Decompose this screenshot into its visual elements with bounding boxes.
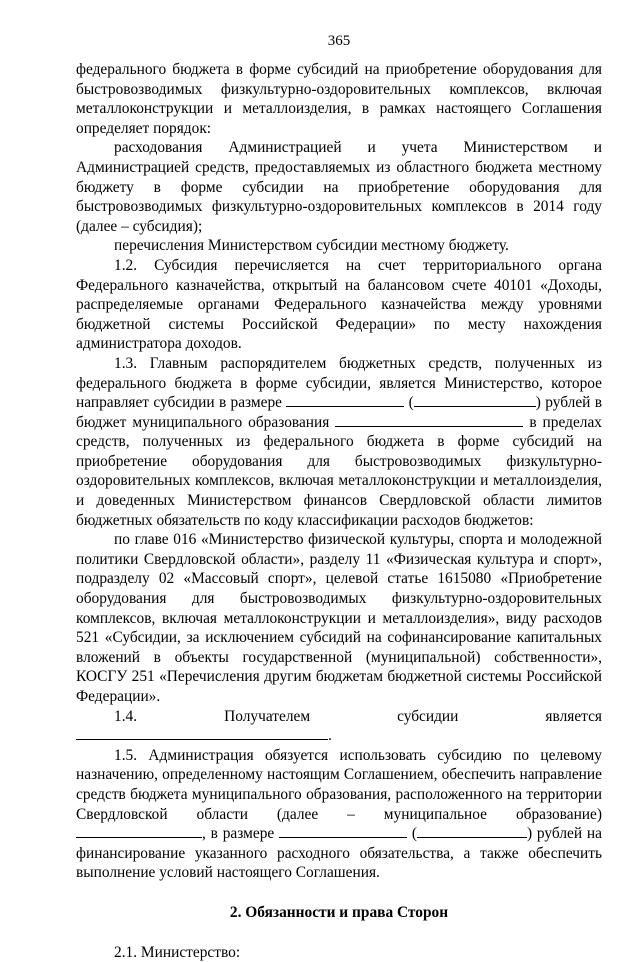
- clause-1-5-part4: ) рублей на финансирование указанного расходного обязательства, а также обеспечить выполнение условий настоящего Соглашения.: [76, 825, 602, 882]
- amount-blank: [286, 393, 404, 407]
- clause-1-5-part2: , в размере: [202, 825, 275, 843]
- clause-1-3-part4: в пределах средств, полученных из федерального бюджета в форме субсидий на приобретение оборудования для быстровозводимых физкультурно-оздоровительных комплексов, включая металлоконструкции и металлоизделия, и доведенных Министерством финансов Свердловской области лимитов бюджетных обязательств по коду классификации расходов бюджетов:: [76, 413, 602, 529]
- section-spacer: [76, 923, 602, 943]
- clause-1-5: [76, 746, 602, 883]
- municipality-blank: [335, 413, 523, 427]
- section-2-title: 2. Обязанности и права Сторон: [229, 903, 449, 921]
- budget-classification: по главе 016 «Министерство физической культуры, спорта и молодежной политики Свердловской области», разделу 11 «Физическая культура и спорт», подразделу 02 «Массовый спорт», целевой статье 1615080 «Приобретение оборудования для быстровозводимых физкультурно-оздоровительных комплексов, включая металлоконструкции и металлоизделия», виду расходов 521 «Субсидии, за исключением субсидий на софинансирование капитальных вложений в объекты государственной (муниципальной) собственности», КОСГУ 251 «Перечисления другим бюджетам бюджетной системы Российской Федерации».: [76, 531, 602, 705]
- clause-1-5-part1: 1.5. Администрация обязуется использовать субсидию по целевому назначению, определенному настоящим Соглашением, обеспечить направление средств бюджета муниципального образования, расположенного на территории Свердловской области (далее – муниципальное образование): [76, 746, 602, 823]
- clause-1-3-part3: ) рублей в бюджет муниципального образования: [76, 394, 602, 431]
- amount-words-blank: [414, 393, 536, 407]
- clause-1-2: 1.2. Субсидия перечисляется на счет территориального органа Федерального казначейства, открытый на балансовом счете 40101 «Доходы, распределяемые органами Федерального казначейства между уровнями бюджетной системы Российской Федерации» по месту нахождения администратора доходов.: [76, 256, 602, 353]
- order-item-2: перечисления Министерством субсидии местному бюджету.: [114, 237, 509, 255]
- clause-1-3: [76, 354, 602, 530]
- clause-2-1: 2.1. Министерство:: [114, 943, 241, 961]
- clause-1-3-part2: (: [408, 394, 414, 412]
- recipient-blank: [76, 726, 328, 740]
- clause-1-4-end: .: [328, 727, 332, 745]
- clause-1-3-part1: 1.3. Главным распорядителем бюджетных средств, полученных из федерального бюджета в форме субсидии, является Министерство, которое направляет субсидии в размере: [76, 354, 602, 412]
- clause-1-5-part3: (: [411, 825, 417, 843]
- municipality-name-blank: [76, 824, 202, 838]
- cofinancing-amount-blank: [279, 824, 407, 838]
- clause-1-4: [76, 707, 602, 746]
- order-item-1: расходования Администрацией и учета Министерством и Администрацией средств, предоставляемых из областного бюджета местному бюджету в форме субсидии на приобретение оборудования для быстровозводимых физкультурно-оздоровительных комплексов в 2014 году (далее – субсидия);: [76, 139, 602, 235]
- intro-paragraph: федерального бюджета в форме субсидий на приобретение оборудования для быстровозводимых физкультурно-оздоровительных комплексов, включая металлоконструкции и металлоизделия, в рамках настоящего Соглашения определяет порядок:: [76, 61, 602, 137]
- document-body: [76, 60, 602, 962]
- clause-1-4-text: 1.4. Получателем субсидии является: [114, 707, 602, 725]
- page-number: 365: [327, 33, 351, 49]
- cofinancing-words-blank: [417, 824, 527, 838]
